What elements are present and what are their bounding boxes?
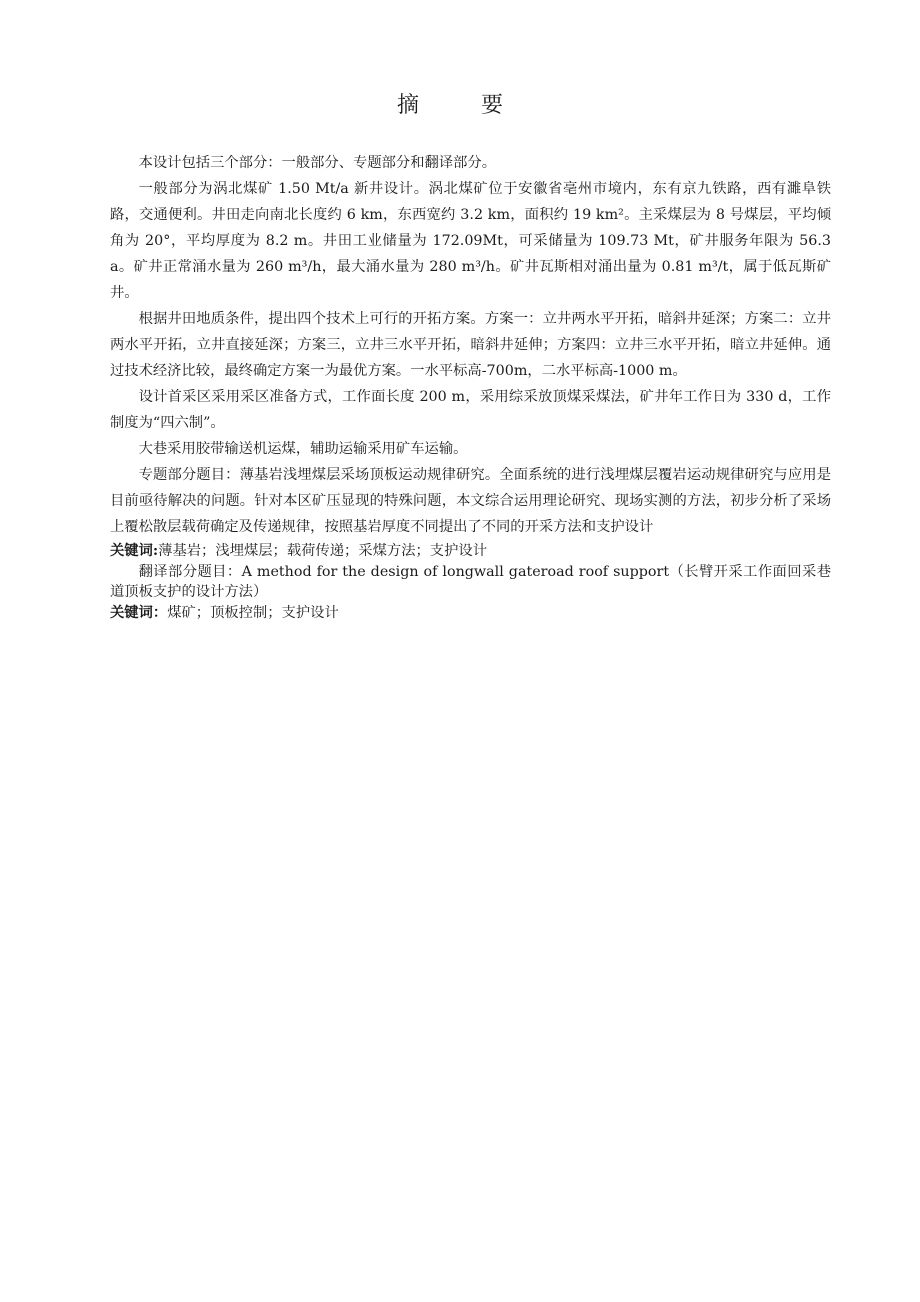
keywords-label: 关键词: [110,543,159,559]
keywords-label: 关键词： [110,605,168,621]
paragraph-mining-area: 设计首采区采用采区准备方式，工作面长度 200 m，采用综采放顶煤采煤法，矿井年工作日为 330 d，工作制度为“四六制”。 [110,389,831,431]
keywords-translation [110,602,831,624]
paragraph-general: 一般部分为涡北煤矿 1.50 Mt/a 新井设计。涡北煤矿位于安徽省亳州市境内，东有京九铁路，西有濉阜铁路，交通便利。井田走向南北长度约 6 km，东西宽约 3.2 km，面积约 19 km²。主采煤层为 8 号煤层，平均倾角为 20°，平均厚度为 8.2 m。井田工业储量为 172.09Mt，可采储量为 109.73 Mt，矿井服务年限为 56.3 a。矿井正常涌水量为 260 m³/h，最大涌水量为 280 m³/h。矿井瓦斯相对涌出量为 0.81 m³/t，属于低瓦斯矿井。 [110,181,831,301]
paragraph-special-topic: 专题部分题目：薄基岩浅埋煤层采场顶板运动规律研究。全面系统的进行浅埋煤层覆岩运动规律研究与应用是目前亟待解决的问题。针对本区矿压显现的特殊问题，本文综合运用理论研究、现场实测的方法，初步分析了采场上覆松散层载荷确定及传递规律，按照基岩厚度不同提出了不同的开采方法和支护设计 [110,467,831,535]
paragraph-intro: 本设计包括三个部分：一般部分、专题部分和翻译部分。 [138,155,497,171]
keywords-topic [110,540,831,562]
abstract-body [110,150,831,624]
paragraph-development: 根据井田地质条件，提出四个技术上可行的开拓方案。方案一：立井两水平开拓，暗斜井延深；方案二：立井两水平开拓，立井直接延深；方案三，立井三水平开拓，暗斜井延伸；方案四：立井三水平开拓，暗立井延伸。通过技术经济比较，最终确定方案一为最优方案。一水平标高-700m，二水平标高-1000 m。 [110,311,831,379]
keywords-text: 煤矿；顶板控制；支护设计 [167,605,339,621]
page-title: 摘 要 [396,93,523,118]
paragraph-transport: 大巷采用胶带输送机运煤，辅助运输采用矿车运输。 [138,441,468,457]
paragraph-translation: 翻译部分题目：A method for the design of longwall gateroad roof support（长臂开采工作面回采巷道顶板支护的设计方法） [110,564,831,600]
keywords-text: 薄基岩；浅埋煤层；载荷传递；采煤方法；支护设计 [158,543,487,559]
